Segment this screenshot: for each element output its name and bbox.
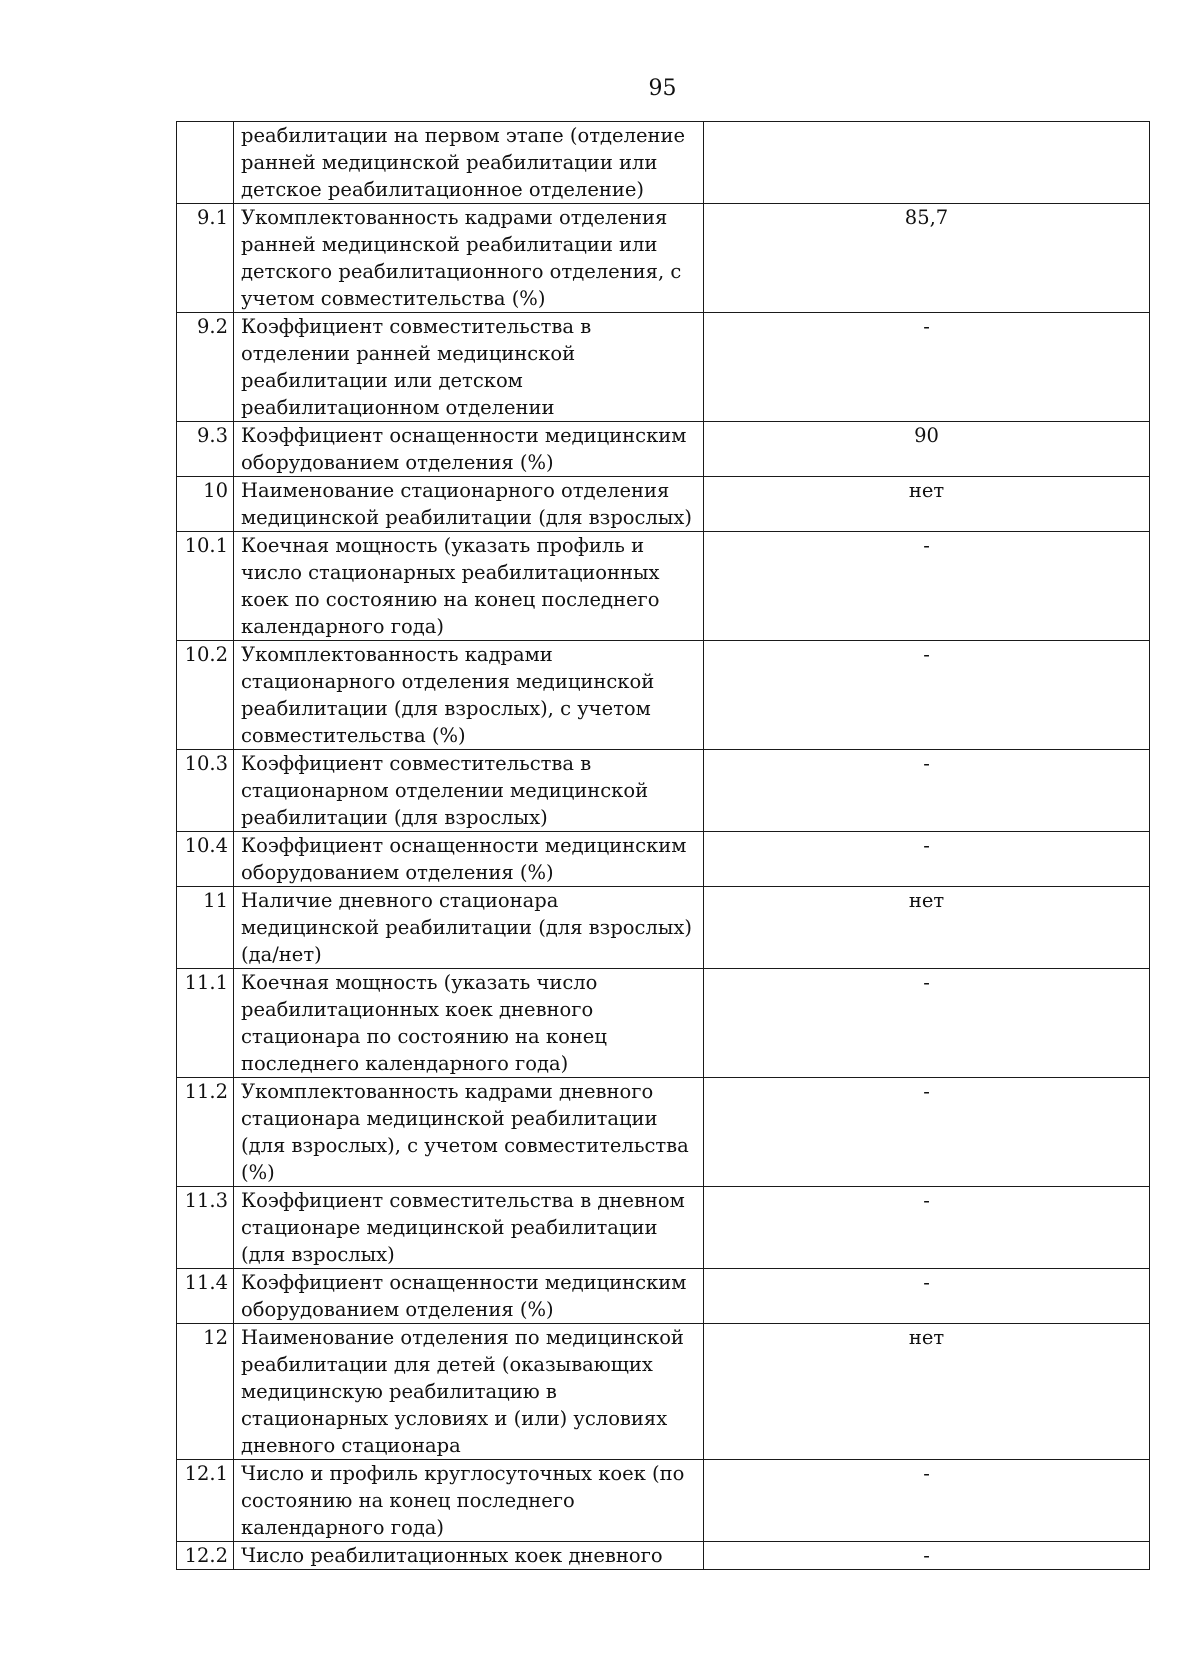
row-description: Коечная мощность (указать число реабилитационных коек дневного стационара по состоянию на конец последнего календарного года) [234,969,704,1078]
row-value: - [704,832,1150,887]
table-row [177,422,1150,477]
table-row [177,1460,1150,1542]
table-row [177,750,1150,832]
table-row [177,313,1150,422]
row-value: - [704,1542,1150,1570]
row-number: 12 [177,1324,234,1460]
row-description: Число и профиль круглосуточных коек (по состоянию на конец последнего календарного года) [234,1460,704,1542]
table-row [177,1324,1150,1460]
row-description: Укомплектованность кадрами отделения ранней медицинской реабилитации или детского реабилитационного отделения, с учетом совместительства (%) [234,204,704,313]
row-description: Наличие дневного стационара медицинской реабилитации (для взрослых) (да/нет) [234,887,704,969]
row-number: 9.2 [177,313,234,422]
row-value: - [704,1460,1150,1542]
row-description: Коечная мощность (указать профиль и число стационарных реабилитационных коек по состоянию на конец последнего календарного года) [234,532,704,641]
indicators-table [176,121,1150,1570]
row-value: 85,7 [704,204,1150,313]
row-number: 10.4 [177,832,234,887]
row-description: Укомплектованность кадрами дневного стационара медицинской реабилитации (для взрослых), с учетом совместительства (%) [234,1078,704,1187]
row-description: Число реабилитационных коек дневного [234,1542,704,1570]
row-number: 10.3 [177,750,234,832]
row-description: Укомплектованность кадрами стационарного отделения медицинской реабилитации (для взрослых), с учетом совместительства (%) [234,641,704,750]
row-number: 12.2 [177,1542,234,1570]
row-number: 10.2 [177,641,234,750]
row-value: - [704,1078,1150,1187]
row-description: Коэффициент совместительства в стационарном отделении медицинской реабилитации (для взрослых) [234,750,704,832]
row-number: 11.1 [177,969,234,1078]
row-number: 12.1 [177,1460,234,1542]
row-number: 10.1 [177,532,234,641]
row-description: Наименование стационарного отделения медицинской реабилитации (для взрослых) [234,477,704,532]
row-description: Наименование отделения по медицинской реабилитации для детей (оказывающих медицинскую реабилитацию в стационарных условиях и (или) условиях дневного стационара [234,1324,704,1460]
row-value: - [704,532,1150,641]
table-row [177,477,1150,532]
row-value: нет [704,1324,1150,1460]
row-number: 9.1 [177,204,234,313]
table-row [177,532,1150,641]
row-value: - [704,313,1150,422]
row-description: Коэффициент оснащенности медицинским оборудованием отделения (%) [234,1269,704,1324]
table-row [177,122,1150,204]
row-value: нет [704,477,1150,532]
table-row [177,832,1150,887]
row-number: 10 [177,477,234,532]
table-row [177,1542,1150,1570]
row-description: Коэффициент совместительства в отделении ранней медицинской реабилитации или детском реабилитационном отделении [234,313,704,422]
row-number: 11.3 [177,1187,234,1269]
table-row [177,1187,1150,1269]
row-number: 11.2 [177,1078,234,1187]
row-value: - [704,641,1150,750]
table-row [177,641,1150,750]
row-value: - [704,1269,1150,1324]
row-description: Коэффициент оснащенности медицинским оборудованием отделения (%) [234,422,704,477]
row-value: - [704,750,1150,832]
row-value: - [704,1187,1150,1269]
page-number: 95 [648,76,677,101]
row-number: 11.4 [177,1269,234,1324]
row-value: нет [704,887,1150,969]
table-row [177,1078,1150,1187]
row-value: 90 [704,422,1150,477]
row-value [704,122,1150,204]
row-value: - [704,969,1150,1078]
table-row [177,1269,1150,1324]
row-number: 9.3 [177,422,234,477]
table-row [177,887,1150,969]
table-row [177,969,1150,1078]
row-description: Коэффициент оснащенности медицинским оборудованием отделения (%) [234,832,704,887]
row-description: Коэффициент совместительства в дневном стационаре медицинской реабилитации (для взрослых) [234,1187,704,1269]
table-row [177,204,1150,313]
row-description: реабилитации на первом этапе (отделение ранней медицинской реабилитации или детское реабилитационное отделение) [234,122,704,204]
row-number: 11 [177,887,234,969]
row-number [177,122,234,204]
